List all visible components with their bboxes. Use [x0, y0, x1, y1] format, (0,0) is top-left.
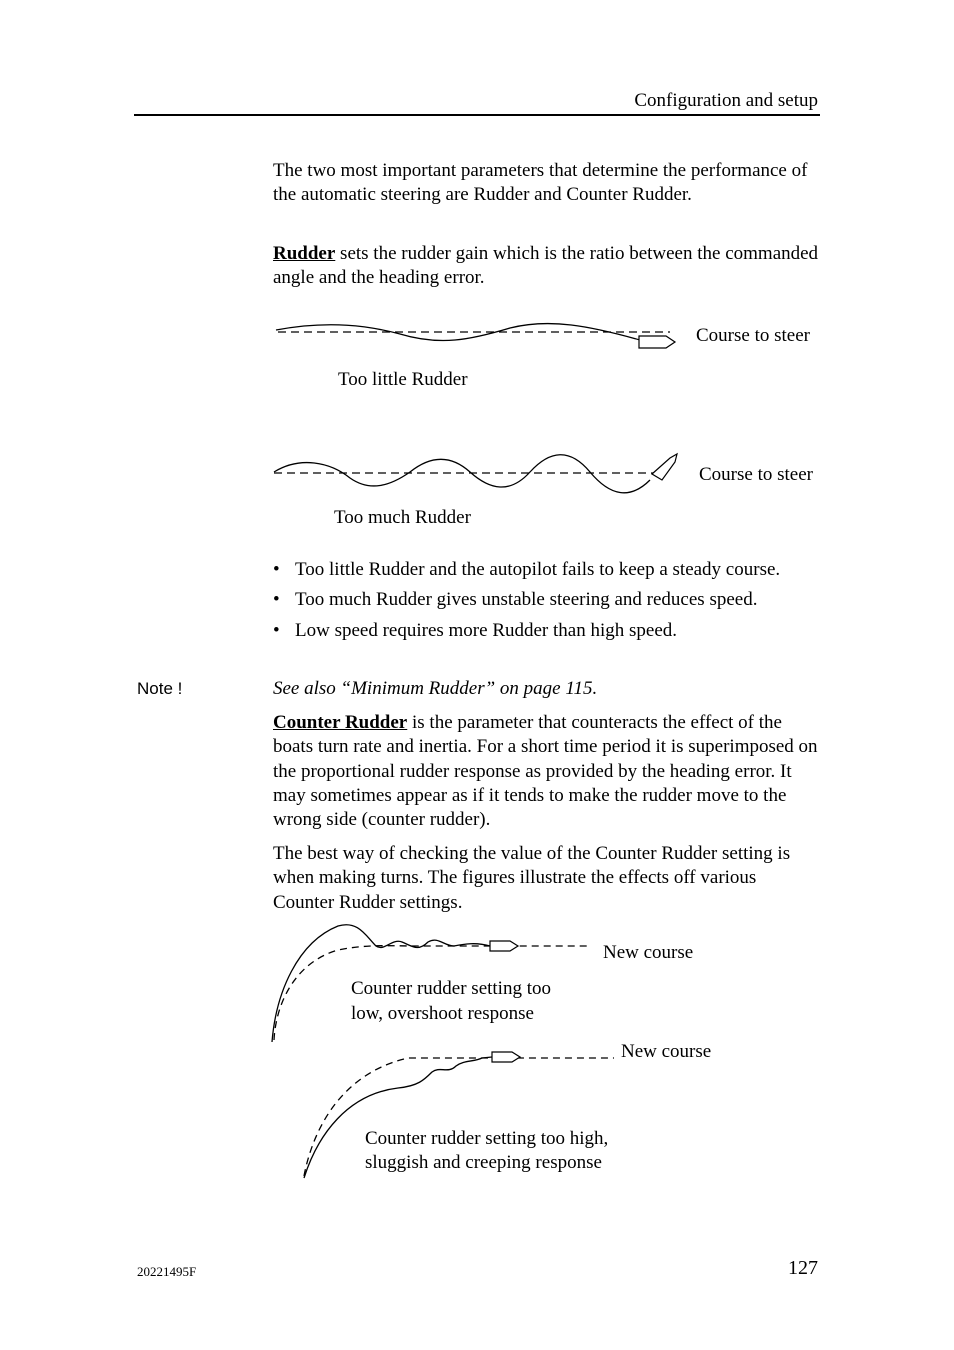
boat-icon [490, 941, 518, 951]
counter-high-caption-line1: Counter rudder setting too high, [365, 1128, 609, 1149]
counter-rudder-text [273, 711, 821, 832]
best-way-paragraph [273, 842, 821, 915]
too-little-rudder-diagram [270, 316, 680, 356]
too-little-rudder-label: Too little Rudder [338, 369, 468, 390]
note-label: Note ! [137, 679, 183, 698]
counter-high-caption-line2: sluggish and creeping response [365, 1152, 602, 1173]
bullet-text: Too little Rudder and the autopilot fails to keep a steady course. [295, 559, 781, 580]
too-much-rudder-diagram [270, 448, 690, 504]
rudder-description: sets the rudder gain which is the ratio between the commanded angle and the heading error. [273, 243, 819, 289]
page-number: 127 [788, 1257, 818, 1279]
counter-rudder-description: is the parameter that counteracts the effect of the boats turn rate and inertia. For a short time period it is superimposed on the proportional rudder response as provided by the heading error. It may sometimes appear as if it tends to make the rudder move to the wrong side (counter rudder). [273, 712, 818, 831]
note-text: See also “Minimum Rudder” on page 115. [273, 678, 598, 699]
course-to-steer-label-2: Course to steer [699, 464, 813, 485]
counter-low-caption-line2: low, overshoot response [351, 1003, 534, 1024]
running-header: Configuration and setup [634, 90, 818, 111]
bullet-icon: • [273, 619, 280, 641]
too-much-rudder-label: Too much Rudder [334, 507, 471, 528]
bullet-text: Low speed requires more Rudder than high speed. [295, 619, 678, 641]
intro-text: The two most important parameters that determine the performance of the automatic steering are Rudder and Counter Rudder. [273, 160, 808, 206]
bullet-text: Too much Rudder gives unstable steering and reduces speed. [295, 589, 758, 611]
header-rule [134, 114, 820, 116]
counter-rudder-paragraph [273, 711, 821, 832]
rudder-bullet-list [273, 558, 821, 649]
boat-icon [639, 336, 675, 348]
list-item [273, 619, 821, 643]
list-item [273, 588, 821, 612]
boat-icon [652, 454, 677, 480]
counter-low-caption-line1: Counter rudder setting too [351, 978, 551, 999]
new-course-label-1: New course [603, 942, 694, 963]
bullet-icon: • [273, 589, 280, 611]
document-number: 20221495F [137, 1264, 197, 1279]
rudder-text [273, 242, 821, 291]
boat-icon [492, 1052, 520, 1062]
course-to-steer-label-1: Course to steer [696, 325, 810, 346]
boat-track [274, 455, 650, 493]
new-course-label-2: New course [621, 1041, 712, 1062]
intro-paragraph [273, 159, 821, 208]
best-way-text: The best way of checking the value of the Counter Rudder setting is when making turns. The figures illustrate the effects off various Counter Rudder settings. [273, 843, 791, 913]
list-item [273, 558, 821, 582]
counter-rudder-term: Counter Rudder [273, 712, 408, 733]
bullet-icon: • [273, 559, 280, 580]
rudder-paragraph [273, 242, 821, 291]
rudder-term: Rudder [273, 243, 336, 264]
